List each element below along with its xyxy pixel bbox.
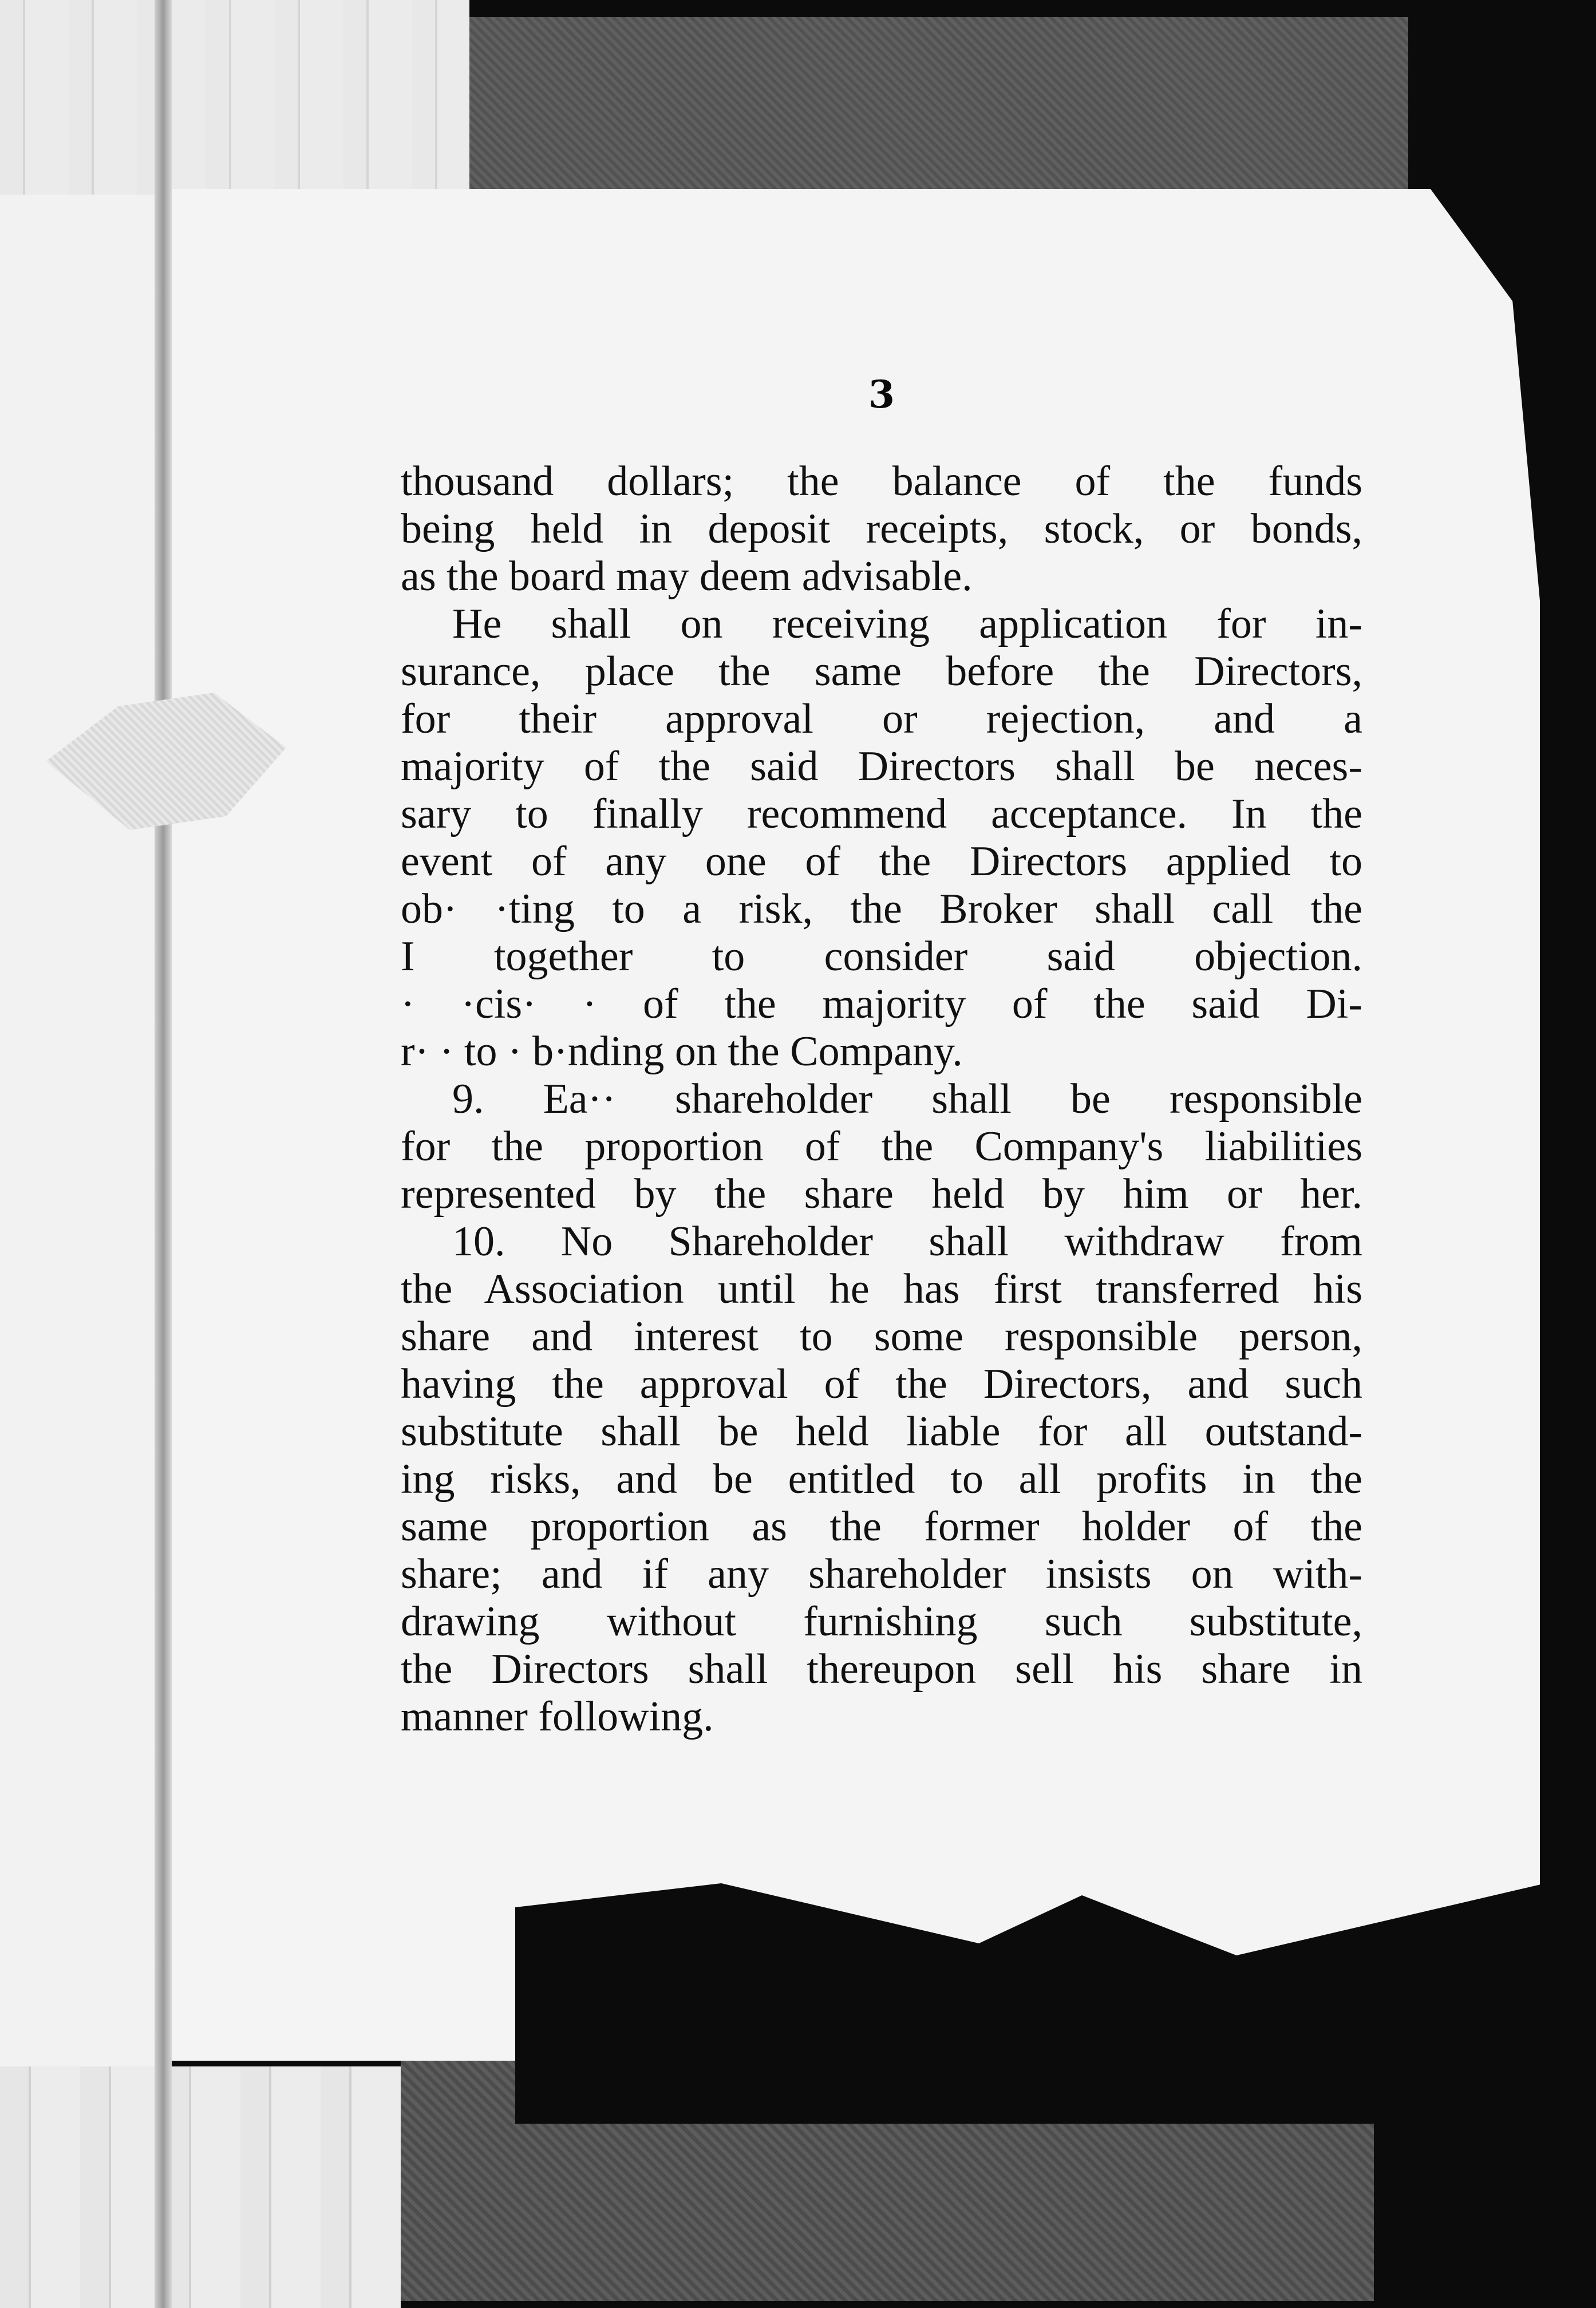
text-line: the Directors shall thereupon sell his share in [401,1646,1362,1693]
text-line: sary to finally recommend acceptance. In the [401,791,1362,837]
text-line: He shall on receiving application for in- [452,600,1362,647]
left-page [0,195,155,2066]
text-line: represented by the share held by him or her. [401,1171,1362,1218]
page-torn-edge [515,1883,1546,2124]
text-line: 9. Ea·· shareholder shall be responsible [452,1076,1362,1123]
body-text [401,458,1362,1741]
text-line: for their approval or rejection, and a [401,695,1362,742]
text-line: same proportion as the former holder of the [401,1503,1362,1550]
text-line: ing risks, and be entitled to all profits in the [401,1456,1362,1503]
text-line: share; and if any shareholder insists on with- [401,1551,1362,1598]
text-line: as the board may deem advisable. [401,553,973,600]
text-line: 10. No Shareholder shall withdraw from [452,1218,1362,1265]
text-line: being held in deposit receipts, stock, or bonds, [401,505,1362,552]
text-line: ob· ·ting to a risk, the Broker shall call the [401,886,1362,932]
background-texture-top [469,17,1408,206]
text-line: majority of the said Directors shall be neces- [401,743,1362,790]
book-spine [155,0,172,2308]
text-line: manner following. [401,1693,714,1740]
text-line: r· · to · b·nding on the Company. [401,1028,963,1075]
text-line: thousand dollars; the balance of the funds [401,458,1362,505]
left-page-edge-top [0,0,469,195]
text-line: drawing without furnishing such substitute, [401,1598,1362,1645]
left-page-edge-bottom [0,2066,401,2308]
text-line: event of any one of the Directors applied to [401,838,1362,885]
text-line: share and interest to some responsible person, [401,1313,1362,1360]
text-line: for the proportion of the Company's liabilities [401,1123,1362,1170]
text-line: surance, place the same before the Directors, [401,648,1362,695]
text-line: substitute shall be held liable for all outstand- [401,1408,1362,1455]
page-number: 3 [868,372,895,417]
text-line: · ·cis· · of the majority of the said Di- [401,981,1362,1027]
text-line: the Association until he has first transferred his [401,1266,1362,1313]
text-line: having the approval of the Directors, and such [401,1361,1362,1408]
text-line: I together to consider said objection. [401,933,1362,980]
